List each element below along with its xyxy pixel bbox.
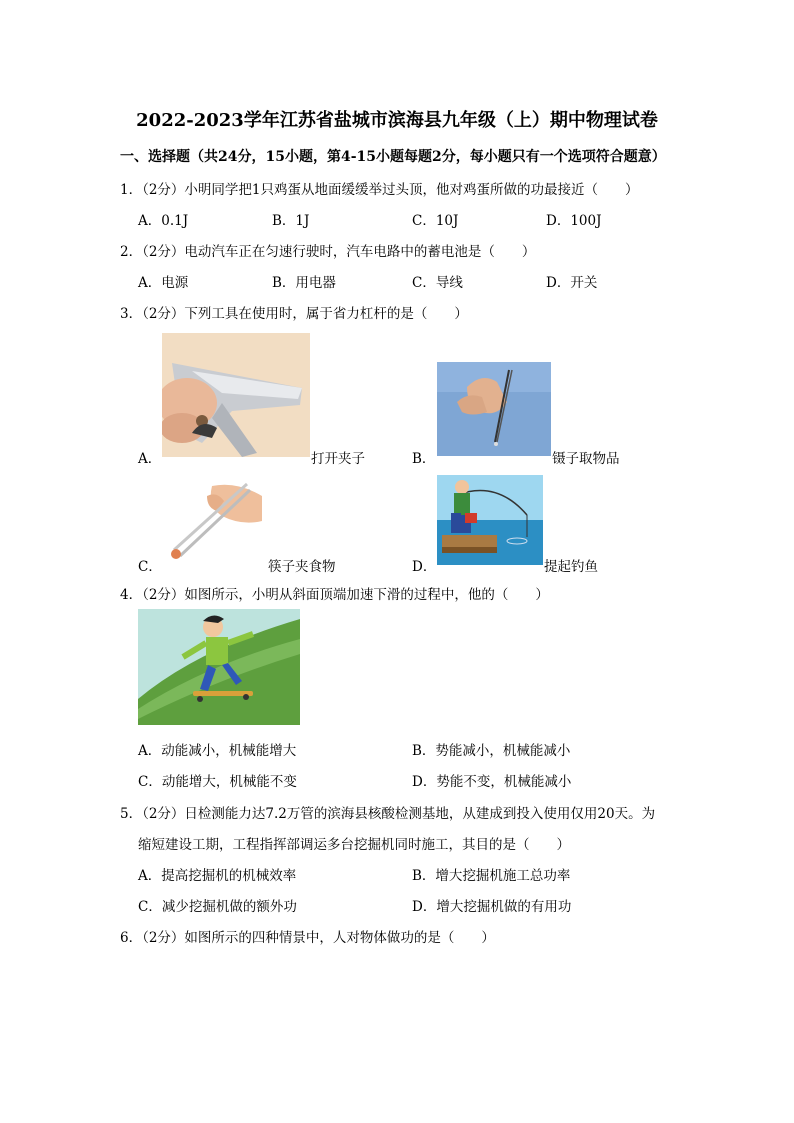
question-3-option-c-caption: 筷子夹食物 [268, 559, 336, 575]
question-4-option-a: A．动能减小，机械能增大 [138, 743, 297, 759]
question-4-option-c: C．动能增大，机械能不变 [138, 774, 297, 790]
question-3-option-d-caption: 提起钓鱼 [544, 559, 598, 575]
question-3-option-d-letter: D． [412, 559, 437, 575]
question-3-option-b-letter: B． [412, 451, 436, 467]
question-2-option-a: A．电源 [138, 275, 189, 291]
question-4-option-b: B．势能减小，机械能减小 [412, 743, 571, 759]
question-1-option-b: B．1J [272, 213, 310, 229]
question-2-stem: 2．（2分）电动汽车正在匀速行驶时，汽车电路中的蓄电池是（ ） [120, 244, 536, 260]
question-3-option-b-caption: 镊子取物品 [552, 451, 620, 467]
fishing-image [437, 475, 543, 565]
question-5-option-c: C．减少挖掘机做的额外功 [138, 899, 297, 915]
question-3-stem: 3．（2分）下列工具在使用时，属于省力杠杆的是（ ） [120, 306, 468, 322]
question-4-stem: 4．（2分）如图所示，小明从斜面顶端加速下滑的过程中，他的（ ） [120, 587, 549, 603]
question-5-option-d: D．增大挖掘机做的有用功 [412, 899, 572, 915]
question-2-option-b: B．用电器 [272, 275, 336, 291]
question-5-stem-line-2: 缩短建设工期，工程指挥部调运多台挖掘机同时施工，其目的是（ ） [138, 837, 570, 853]
section-heading: 一、选择题（共24分，15小题，第4-15小题每题2分，每小题只有一个选项符合题意） [120, 149, 666, 165]
tweezers-image [437, 362, 551, 456]
question-1-option-d: D．100J [546, 213, 602, 229]
chopsticks-image [162, 476, 268, 566]
question-6-stem: 6．（2分）如图所示的四种情景中，人对物体做功的是（ ） [120, 930, 495, 946]
question-2-option-c: C．导线 [412, 275, 463, 291]
question-5-option-a: A．提高挖掘机的机械效率 [138, 868, 297, 884]
question-2-option-d: D．开关 [546, 275, 598, 291]
question-5-option-b: B．增大挖掘机施工总功率 [412, 868, 571, 884]
question-1-stem: 1．（2分）小明同学把1只鸡蛋从地面缓缓举过头顶，他对鸡蛋所做的功最接近（ ） [120, 182, 639, 198]
question-3-option-a-letter: A． [138, 451, 162, 467]
question-1-option-c: C．10J [412, 213, 459, 229]
clip-opening-image [162, 333, 310, 457]
question-4-option-d: D．势能不变，机械能减小 [412, 774, 572, 790]
question-3-option-a-caption: 打开夹子 [311, 451, 365, 467]
question-5-stem-line-1: 5．（2分）日检测能力达7.2万管的滨海县核酸检测基地，从建成到投入使用仅用20天。为 [120, 806, 656, 822]
question-1-option-a: A．0.1J [138, 213, 189, 229]
question-3-option-c-letter: C． [138, 559, 162, 575]
skateboard-slope-image [138, 609, 300, 725]
page-title: 2022-2023学年江苏省盐城市滨海县九年级（上）期中物理试卷 [136, 110, 658, 131]
